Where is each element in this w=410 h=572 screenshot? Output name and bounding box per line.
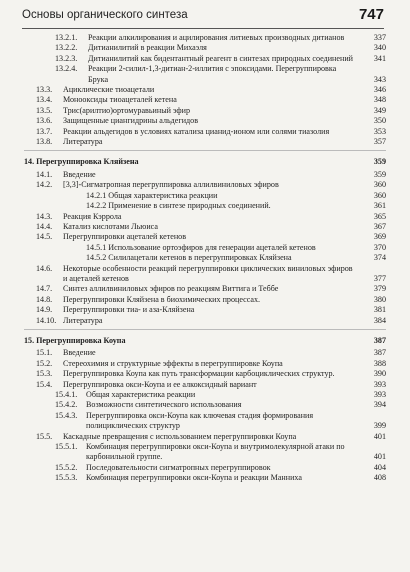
toc-entry-number: 15.5. <box>36 431 53 441</box>
toc-entry-page: 387 <box>373 335 386 345</box>
toc-entry-title: Реакции альдегидов в условиях катализа цианид-ионом или солями тиазолия <box>63 126 330 136</box>
chapter-divider <box>24 150 386 151</box>
toc-chapter-entry <box>24 157 386 167</box>
toc-entry-title: 14.5.2 Силилацетали кетенов в перегруппировках Кляйзена <box>86 253 292 263</box>
toc-entry-page: 361 <box>373 201 386 211</box>
toc-entry-page: 390 <box>373 369 386 379</box>
toc-entry <box>24 390 386 400</box>
toc-entry-title: Синтез аллилвиниловых эфиров по реакциям Виттига и Теббе <box>63 284 279 294</box>
toc-entry-title: 14.2.2 Применение в синтезе природных соединений. <box>86 201 271 211</box>
toc-entry-page: 388 <box>373 358 386 368</box>
toc-entry-title: Комбинация перегруппировки окси-Коупа и внутримолекулярной атаки по карбонильной группе. <box>86 442 345 462</box>
toc-entry-page: 367 <box>373 221 386 231</box>
toc-entry-number: 15.5.1. <box>55 442 78 452</box>
toc-entry-title: 15. Перегруппировка Коупа <box>24 335 126 345</box>
toc-entry-page: 408 <box>373 473 386 483</box>
toc-entry-number: 13.2.2. <box>55 43 78 53</box>
toc-entry <box>24 473 386 483</box>
toc-entry <box>24 95 386 105</box>
toc-entry-number: 15.4. <box>36 379 53 389</box>
toc-entry-title: Введение <box>63 169 96 179</box>
toc-entry-number: 13.2.1. <box>55 33 78 42</box>
toc-entry-page: 387 <box>373 348 386 358</box>
toc-entry-page: 369 <box>373 232 386 242</box>
toc-entry <box>24 243 386 253</box>
toc-entry-title: Дитианилитий в реакции Михаэля <box>88 43 207 53</box>
toc-entry-page: 360 <box>373 180 386 190</box>
toc-entry-number: 15.4.2. <box>55 400 78 410</box>
chapter-divider <box>24 329 386 330</box>
toc-entry-page: 393 <box>373 379 386 389</box>
toc-entry-page: 353 <box>373 126 386 136</box>
toc-chapter-entry <box>24 336 386 346</box>
toc-entry <box>24 400 386 410</box>
toc-entry-title: Введение <box>63 348 96 358</box>
toc-entry-title: Литература <box>63 315 103 325</box>
toc-entry-title: Реакции 2-силил-1,3-дитиан-2-иллития с эпоксидами. Перегруппировка Брука <box>88 64 337 84</box>
toc-entry-page: 393 <box>373 390 386 399</box>
toc-entry-page: 343 <box>373 74 386 84</box>
toc-entry-page: 384 <box>373 315 386 325</box>
toc-entry-number: 14.8. <box>36 294 53 304</box>
toc-entry-page: 346 <box>373 85 386 95</box>
toc-entry-page: 350 <box>373 116 386 126</box>
toc-entry-page: 357 <box>373 137 386 147</box>
toc-entry <box>24 316 386 326</box>
toc-entry <box>24 33 386 43</box>
toc-entry-page: 337 <box>373 33 386 42</box>
toc-entry <box>24 369 386 379</box>
toc-entry-number: 14.1. <box>36 169 53 179</box>
toc-entry-title: Монооксиды тиоацеталей кетена <box>63 95 177 105</box>
toc-entry-number: 14.10. <box>36 315 57 325</box>
toc-entry-title: Общая характеристика реакции <box>86 390 196 399</box>
toc-entry-page: 340 <box>373 43 386 53</box>
toc-entry <box>24 222 386 232</box>
toc-entry <box>24 201 386 211</box>
toc-entry-number: 15.5.3. <box>55 473 78 483</box>
toc-entry-title: Дитианилитий как бидентантный реагент в синтезах природных соединений <box>88 53 353 63</box>
toc-entry-title: Перегруппировка Коупа как путь трансформации карбоциклических структур. <box>63 369 335 379</box>
toc-entry-title: Ациклические тиоацетали <box>63 85 155 95</box>
toc-entry <box>24 232 386 242</box>
toc-entry-title: Комбинация перегруппировки окси-Коупа и реакции Манниха <box>86 473 302 483</box>
toc-entry-title: Реакции алкилирования и ацилирования литиевых производных дитианов <box>88 33 345 42</box>
toc-entry-number: 15.4.1. <box>55 390 78 399</box>
toc-entry-title: [3,3]-Сигматропная перегруппировка аллилвиниловых эфиров <box>63 180 279 190</box>
toc-entry <box>24 54 386 64</box>
toc-entry-title: Перегруппировки тиа- и аза-Кляйзена <box>63 305 195 315</box>
toc-entry-title: Трис(арилтио)ортомуравьиный эфир <box>63 105 191 115</box>
toc-entry-page: 349 <box>373 105 386 115</box>
toc-entry-number: 13.8. <box>36 137 53 147</box>
toc-entry-page: 348 <box>373 95 386 105</box>
toc-entry <box>24 284 386 294</box>
toc-entry <box>24 106 386 116</box>
toc-entry-page: 377 <box>373 273 386 283</box>
toc-entry <box>24 305 386 315</box>
toc-entry-number: 14.7. <box>36 284 53 294</box>
toc-entry <box>24 116 386 126</box>
toc-entry-title: Некоторые особенности реакций перегруппировки циклических виниловых эфиров и ацеталей кетенов <box>63 263 353 283</box>
toc-entry-page: 359 <box>373 169 386 179</box>
toc-entry <box>24 64 386 85</box>
toc-entry-page: 341 <box>373 53 386 63</box>
toc-entry-number: 15.5.2. <box>55 462 78 472</box>
toc-entry-page: 401 <box>373 452 386 462</box>
toc-entry-number: 14.9. <box>36 305 53 315</box>
toc-entry-title: Последовательности сигматропных перегруппировок <box>86 462 271 472</box>
toc-entry <box>24 180 386 190</box>
toc-entry-number: 14.5. <box>36 232 53 242</box>
toc-entry-number: 13.5. <box>36 105 53 115</box>
toc-entry-page: 399 <box>373 421 386 431</box>
toc-entry <box>24 295 386 305</box>
toc-entry <box>24 191 386 201</box>
toc-entry-page: 370 <box>373 242 386 252</box>
toc-entry-page: 374 <box>373 253 386 263</box>
page-number: 747 <box>358 6 384 23</box>
toc-entry <box>24 43 386 53</box>
toc-entry-page: 380 <box>373 294 386 304</box>
table-of-contents <box>24 33 386 484</box>
toc-entry-page: 381 <box>373 305 386 315</box>
toc-entry-number: 15.3. <box>36 369 53 379</box>
toc-entry <box>24 212 386 222</box>
toc-entry-page: 359 <box>373 157 386 167</box>
header-rule <box>22 28 384 29</box>
toc-entry-number: 13.2.3. <box>55 53 78 63</box>
toc-entry-title: Перегруппировка окси-Коупа как ключевая стадия формирования полициклических структур <box>86 410 314 431</box>
toc-entry-title: Перегруппировки ацеталей кетенов <box>63 232 187 242</box>
toc-entry-number: 14.3. <box>36 211 53 221</box>
toc-entry-title: Катализ кислотами Льюиса <box>63 221 158 231</box>
toc-entry-number: 15.4.3. <box>55 410 78 420</box>
toc-entry-title: Стереохимия и структурные эффекты в перегруппировке Коупа <box>63 358 283 368</box>
toc-entry <box>24 137 386 147</box>
toc-entry <box>24 432 386 442</box>
toc-entry <box>24 380 386 390</box>
toc-entry-page: 360 <box>373 190 386 200</box>
toc-entry <box>24 348 386 358</box>
page-header <box>22 6 384 26</box>
toc-entry <box>24 170 386 180</box>
running-title: Основы органического синтеза <box>22 9 188 21</box>
toc-entry-number: 14.6. <box>36 263 53 273</box>
toc-entry-title: Каскадные превращения с использованием перегруппировки Коупа <box>63 431 297 441</box>
toc-entry-number: 13.3. <box>36 85 53 95</box>
toc-entry-number: 13.2.4. <box>55 64 78 74</box>
toc-entry <box>24 85 386 95</box>
toc-entry <box>24 359 386 369</box>
toc-entry <box>24 442 386 463</box>
toc-entry <box>24 411 386 432</box>
toc-entry-number: 13.4. <box>36 95 53 105</box>
toc-entry <box>24 127 386 137</box>
toc-entry <box>24 253 386 263</box>
toc-entry-title: 14. Перегруппировка Кляйзена <box>24 157 139 167</box>
toc-entry-number: 14.4. <box>36 221 53 231</box>
toc-entry-page: 394 <box>373 400 386 410</box>
toc-entry <box>24 463 386 473</box>
toc-entry-page: 401 <box>373 431 386 441</box>
toc-entry <box>24 264 386 285</box>
toc-entry-page: 379 <box>373 284 386 294</box>
toc-entry-number: 15.1. <box>36 348 53 358</box>
toc-entry-number: 14.2. <box>36 180 53 190</box>
toc-entry-title: Литература <box>63 137 103 147</box>
toc-entry-title: Реакция Кэррола <box>63 211 122 221</box>
toc-entry-number: 13.7. <box>36 126 53 136</box>
toc-entry-title: Перегруппировка окси-Коупа и ее алкоксидный вариант <box>63 379 257 389</box>
toc-entry-number: 13.6. <box>36 116 53 126</box>
toc-entry-title: Возможности синтетического использования <box>86 400 242 410</box>
toc-entry-title: Защищенные циангидрины альдегидов <box>63 116 199 126</box>
toc-entry-title: 14.5.1 Использование ортоэфиров для генерации ацеталей кетенов <box>86 242 316 252</box>
toc-entry-page: 404 <box>373 462 386 472</box>
toc-entry-number: 15.2. <box>36 358 53 368</box>
toc-entry-page: 365 <box>373 211 386 221</box>
toc-entry-title: 14.2.1 Общая характеристика реакции <box>86 190 218 200</box>
toc-entry-title: Перегруппировки Кляйзена в биохимических процессах. <box>63 294 261 304</box>
